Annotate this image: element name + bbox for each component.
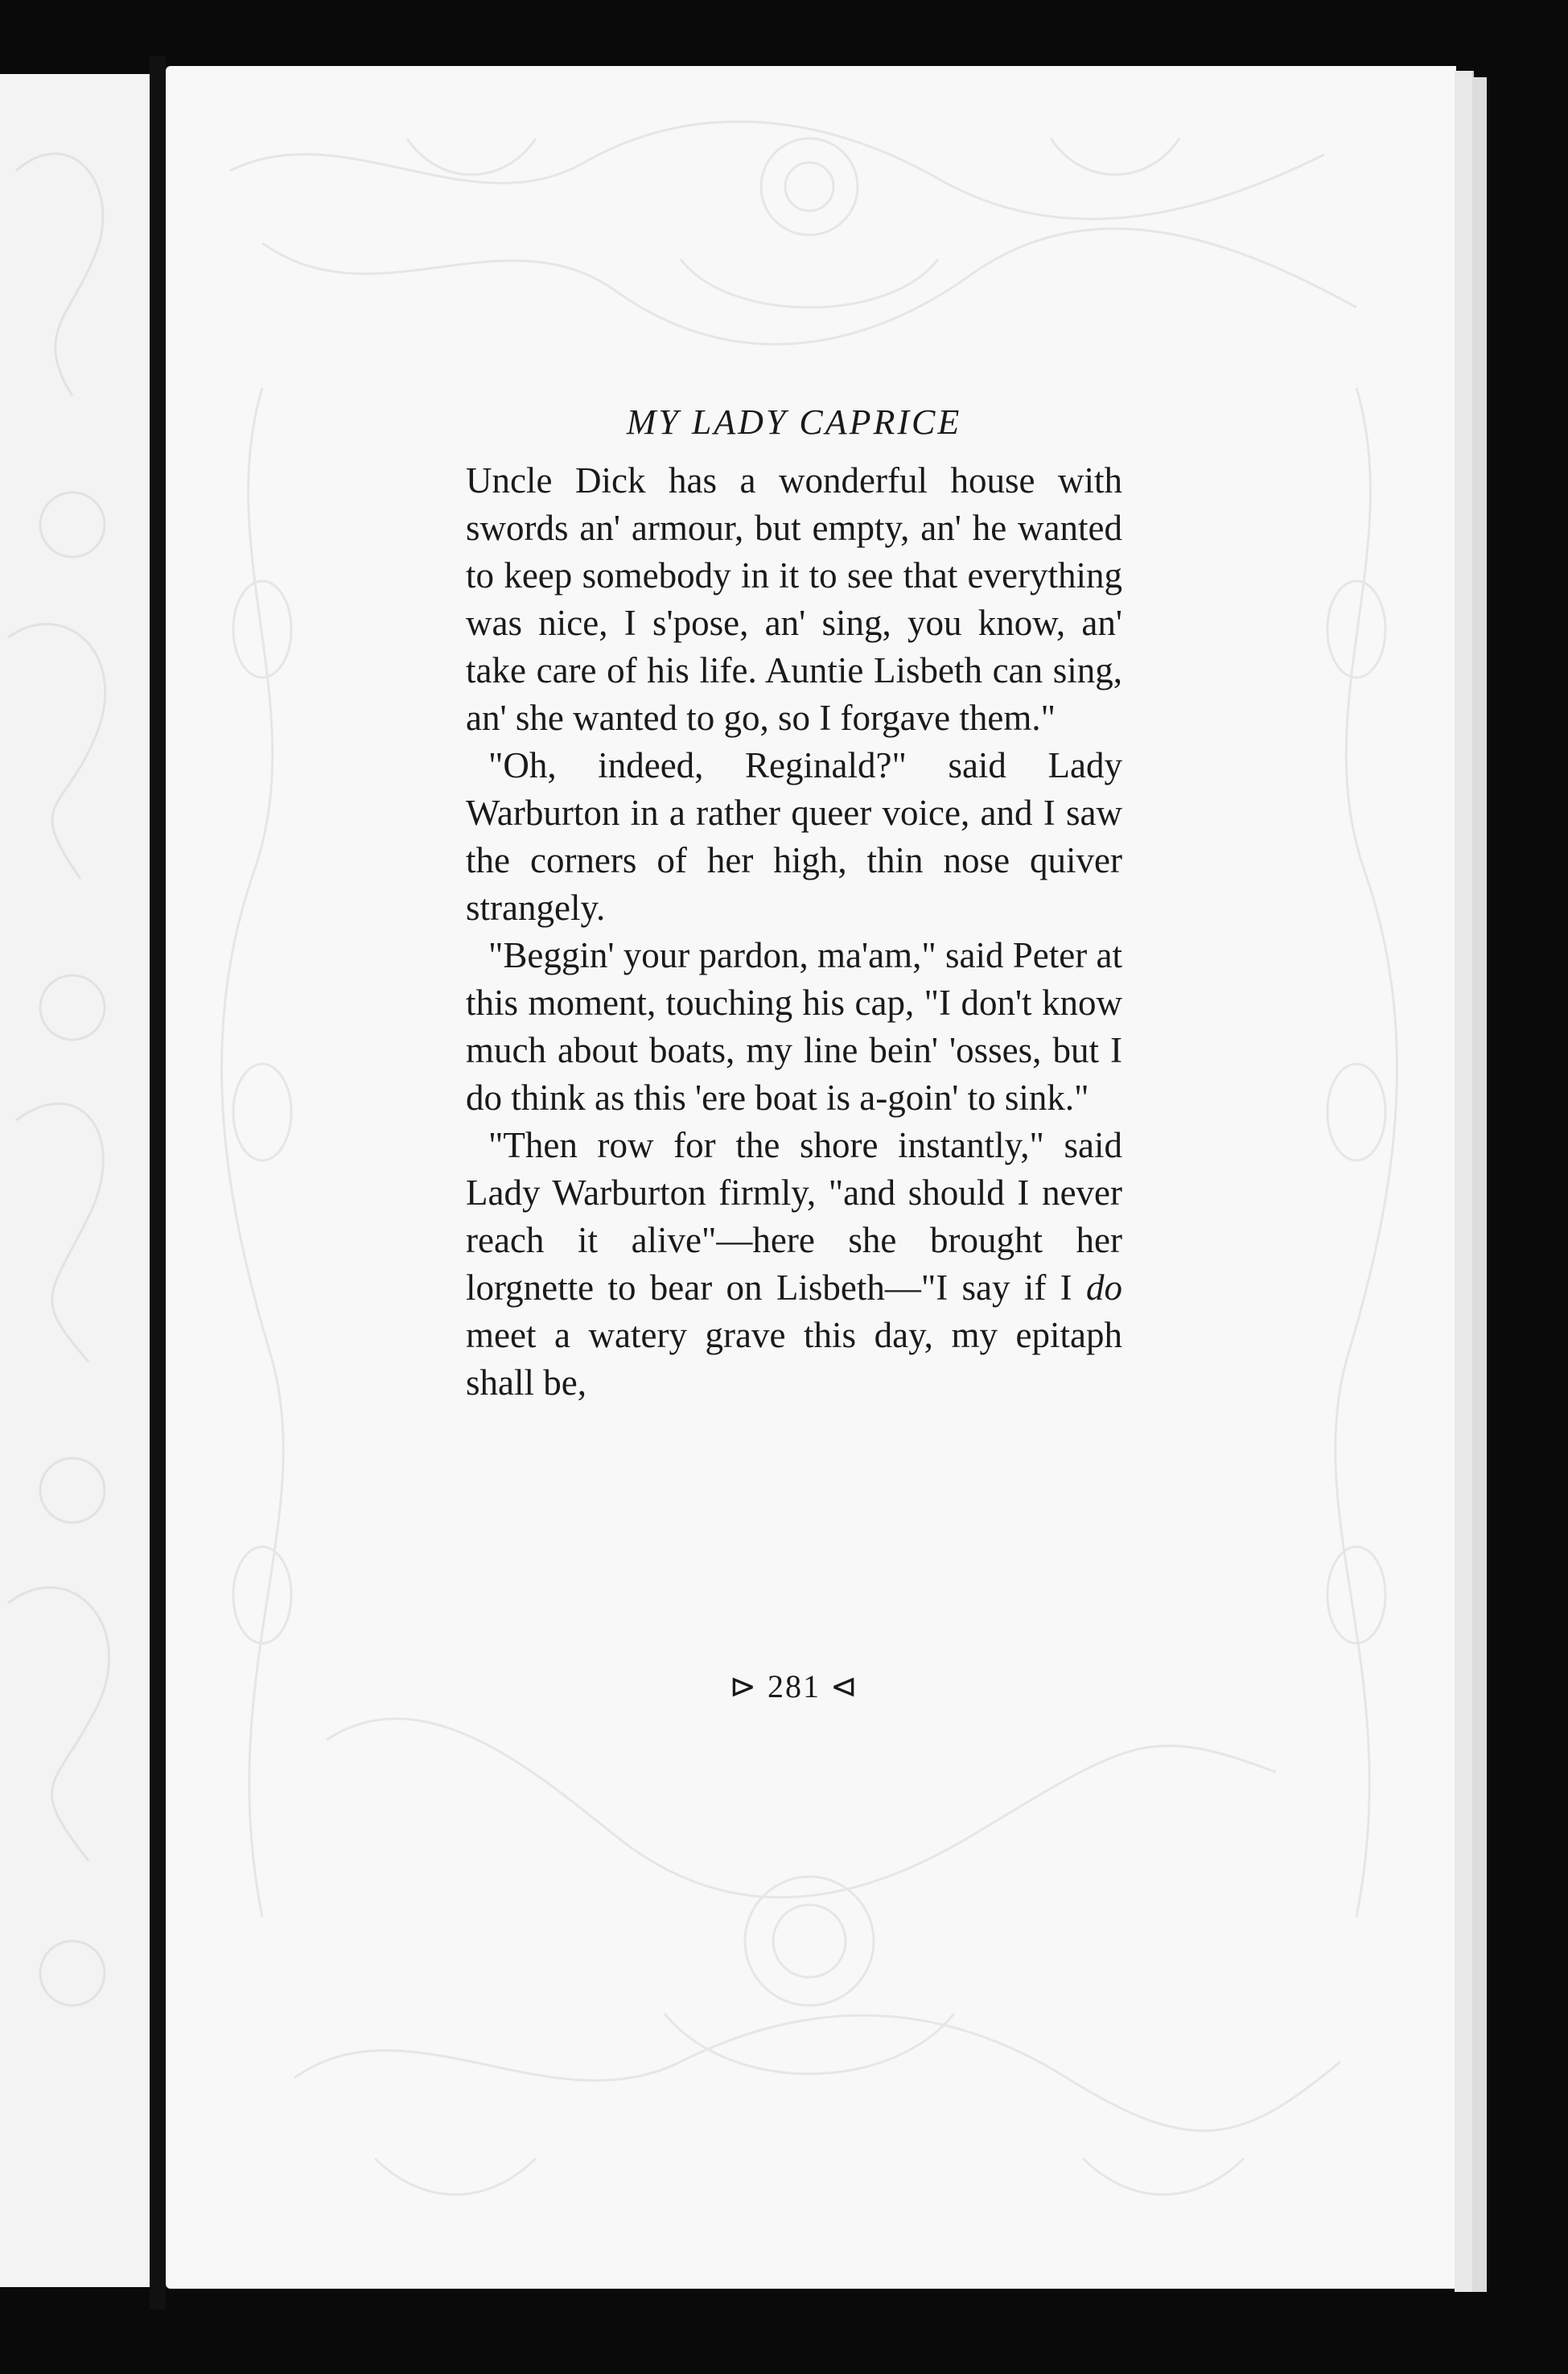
folio-right-ornament-icon: ⊲ [830,1668,859,1704]
paragraph-3: "Beggin' your pardon, ma'am," said Peter at this moment, touching his cap, "I don't know much about boats, my line bein' 'osses, but I do think as this 'ere boat is a-goin' to sink." [466,935,1122,1118]
page-gutter [150,56,166,2310]
page-edge-outer [1472,77,1487,2292]
left-page-ornament [0,74,150,2287]
page-number-value: 281 [768,1668,821,1704]
page-edge [1455,71,1474,2292]
text-block [466,396,1122,1407]
folio-left-ornament-icon: ⊳ [729,1668,758,1704]
page-number [466,1667,1122,1705]
paragraph-4-text-b: meet a watery grave this day, my epitaph shall be, [466,1315,1122,1403]
paragraph-4-text-a: "Then row for the shore instantly," said Lady Warburton firmly, "and should I never reach it alive"—here she brought her lorgnette to bear on Lisbeth—"I say if I [466,1125,1122,1308]
running-head: MY LADY CAPRICE [626,402,962,442]
paragraph-2: "Oh, indeed, Reginald?" said Lady Warburton in a rather queer voice, and I saw the corners of her high, thin nose quiver strangely. [466,745,1122,928]
book-page [166,66,1456,2289]
paragraph-4-italic: do [1086,1267,1122,1308]
paragraph-4 [466,1122,1122,1407]
paragraph-1: Uncle Dick has a wonderful house with swords an' armour, but empty, an' he wanted to keep somebody in it to see that everything was nice, I s'pose, an' sing, you know, an' take care of his life. Auntie Lisbeth can sing, an' she wanted to go, so I forgave them." [466,460,1122,738]
previous-page-edge [0,74,150,2287]
